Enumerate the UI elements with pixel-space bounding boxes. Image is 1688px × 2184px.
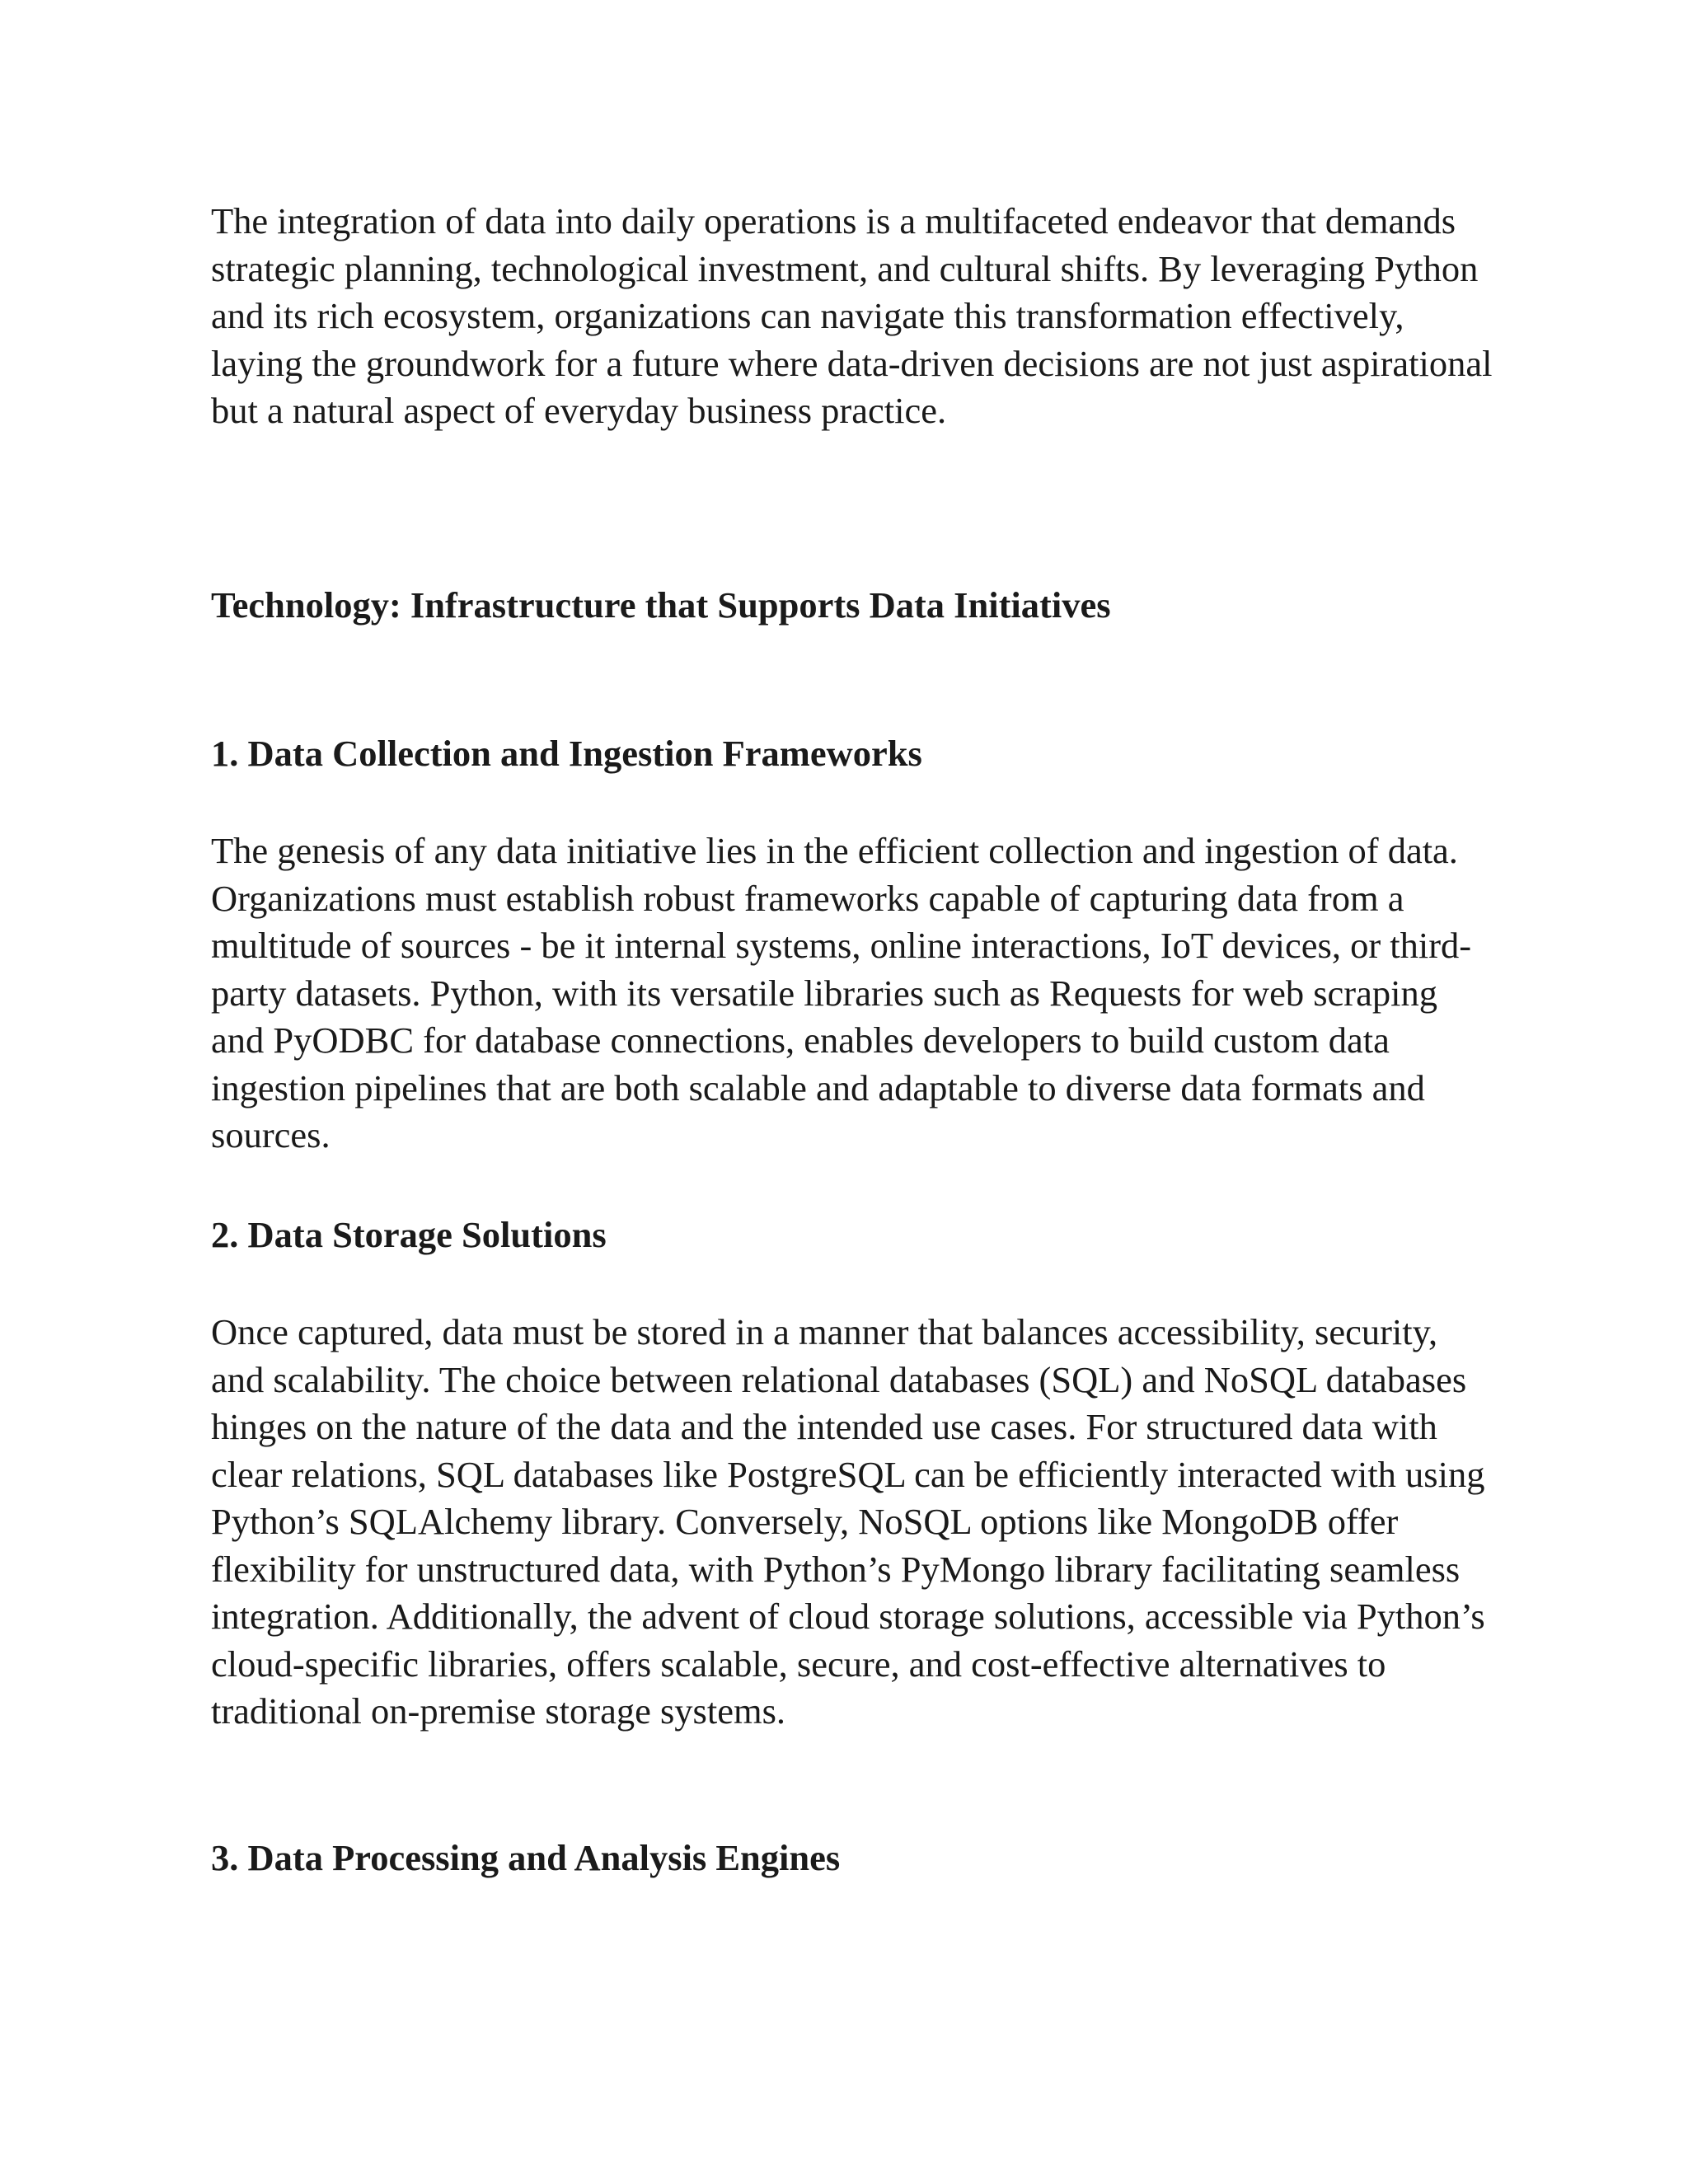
- subsection-body-data-collection: The genesis of any data initiative lies in the efficient collection and ingestion of data. Organizations must establish robust frameworks capable of capturing data from a multitude of sources - be it internal systems, online interactions, IoT devices, or third-party datasets. Python, with its versatile libraries such as Requests for web scraping and PyODBC for database connections, enables developers to build custom data ingestion pipelines that are both scalable and adaptable to diverse data formats and sources.: [211, 830, 1472, 1155]
- subsection-body-data-storage: Once captured, data must be stored in a manner that balances accessibility, security, and scalability. The choice between relational databases (SQL) and NoSQL databases hinges on the nature of the data and the intended use cases. For structured data with clear relations, SQL databases like PostgreSQL can be efficiently interacted with using Python’s SQLAlchemy library. Conversely, NoSQL options like MongoDB offer flexibility for unstructured data, with Python’s PyMongo library facilitating seamless integration. Additionally, the advent of cloud storage solutions, accessible via Python’s cloud-specific libraries, offers scalable, secure, and cost-effective alternatives to traditional on-premise storage systems.: [211, 1311, 1485, 1732]
- section-heading: Technology: Infrastructure that Supports Data Initiatives: [211, 584, 1111, 626]
- subsection-heading-data-processing: 3. Data Processing and Analysis Engines: [211, 1837, 841, 1878]
- subsection-heading-data-storage: 2. Data Storage Solutions: [211, 1214, 607, 1255]
- subsection-heading-data-collection: 1. Data Collection and Ingestion Frameworks: [211, 733, 922, 774]
- intro-paragraph: The integration of data into daily operations is a multifaceted endeavor that demands strategic planning, technological investment, and cultural shifts. By leveraging Python and its rich ecosystem, organizations can navigate this transformation effectively, laying the groundwork for a future where data-driven decisions are not just aspirational but a natural aspect of everyday business practice.: [211, 200, 1493, 431]
